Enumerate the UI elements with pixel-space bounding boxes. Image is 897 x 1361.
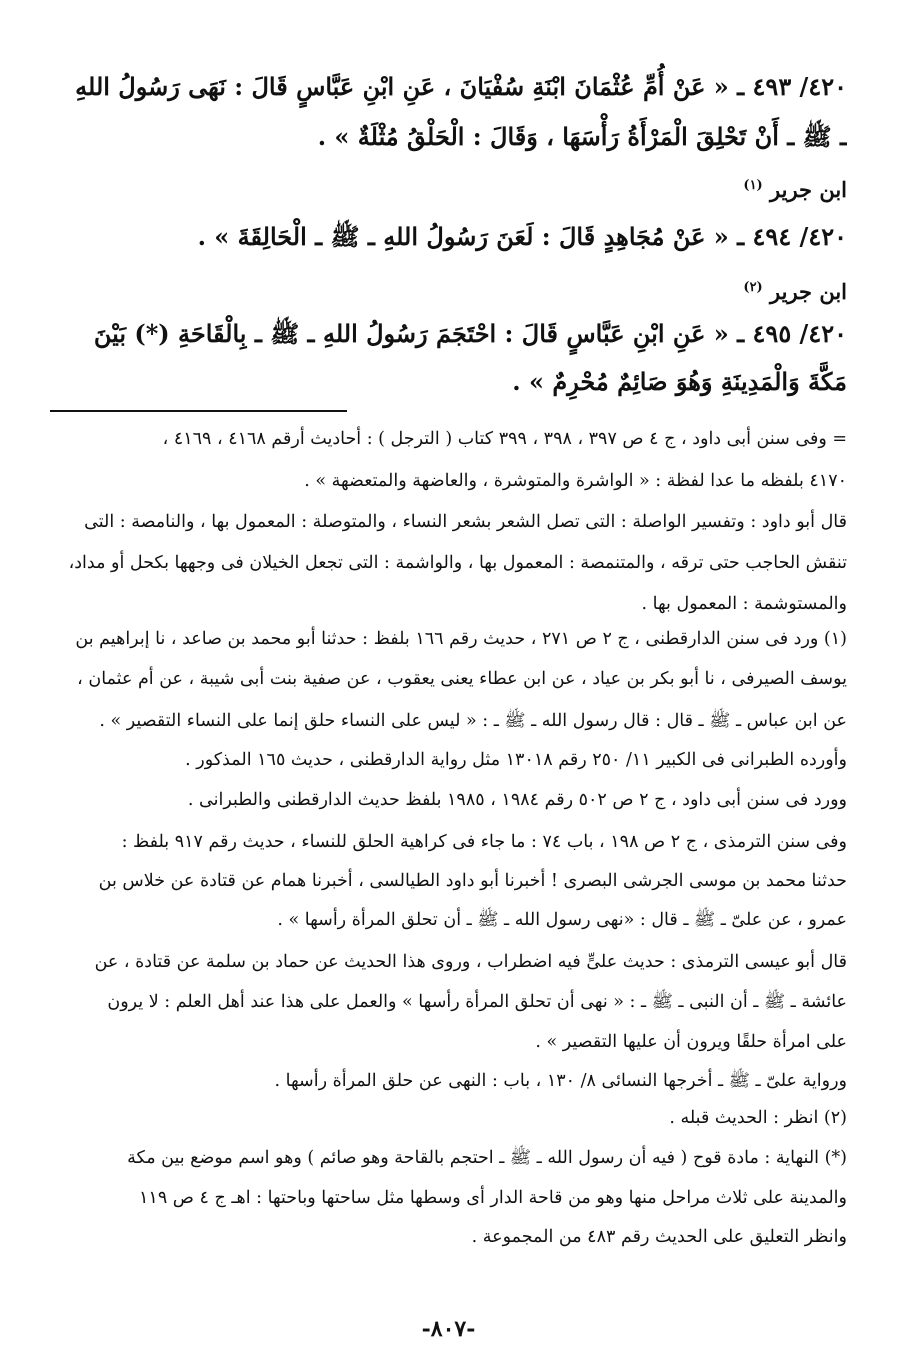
- footnote-line: عمرو ، عن علىّ ـ ﷺ ـ قال : «نهى رسول الله ـ ﷺ ـ أن تحلق المرأة رأسها » .: [277, 910, 847, 930]
- footnote-line: والمستوشمة : المعمول بها .: [641, 594, 847, 614]
- hadith-493-source: [50, 164, 847, 212]
- footnote-line: حدثنا محمد بن موسى الجرشى البصرى ! أخبرنا أبو داود الطيالسى ، أخبرنا همام عن قتادة عن خلاس بن: [98, 871, 847, 891]
- footnote-line: (٢) انظر : الحديث قبله .: [669, 1108, 847, 1128]
- footnote-separator: [50, 410, 347, 412]
- footnote-line: (*) النهاية : مادة قوح ( فيه أن رسول الله ـ ﷺ ـ احتجم بالقاحة وهو صائم ) وهو اسم موضع بين مكة: [127, 1148, 847, 1168]
- footnote-ref-2: (٢): [743, 280, 763, 295]
- hadith-495-line-1: ٤٢٠/ ٤٩٥ ـ « عَنِ ابْنِ عَبَّاسٍ قَالَ : احْتَجَمَ رَسُولُ اللهِ ـ ﷺ ـ بِالْقَاحَةِ (*) بَيْنَ: [93, 319, 847, 348]
- source-text: ابن جرير: [770, 177, 847, 202]
- footnote-line: قال أبو عيسى الترمذى : حديث علىٍّ فيه اضطراب ، وروى هذا الحديث عن حماد بن سلمة عن قتادة ، عن: [94, 952, 847, 972]
- footnote-line: ٤١٧٠ بلفظه ما عدا لفظة : « الواشرة والمتوشرة ، والعاضهة والمتعضهة » .: [304, 471, 847, 491]
- footnote-line: على امرأة حلقًا ويرون أن عليها التقصير » .: [535, 1032, 847, 1052]
- source-text: ابن جرير: [770, 279, 847, 304]
- hadith-493-line-2: ـ ﷺ ـ أَنْ تَحْلِقَ الْمَرْأَةُ رَأْسَهَا ، وَقَالَ : الْحَلْقُ مُثْلَةٌ » .: [317, 122, 847, 151]
- hadith-495-line-2: مَكَّةَ وَالْمَدِينَةِ وَهُوَ صَائِمٌ مُحْرِمٌ » .: [512, 367, 847, 396]
- footnote-line: تنقش الحاجب حتى ترقه ، والمتنمصة : المعمول بها ، والواشمة : التى تجعل الخيلان فى وجهها بكحل أو مداد،: [68, 553, 847, 573]
- footnote-line: عن ابن عباس ـ ﷺ ـ قال : قال رسول الله ـ ﷺ ـ : « ليس على النساء حلق إنما على النساء التقصير » .: [99, 711, 847, 731]
- footnote-line: وأورده الطبرانى فى الكبير ١١/ ٢٥٠ رقم ١٣٠١٨ مثل رواية الدارقطنى ، حديث ١٦٥ المذكور .: [185, 750, 847, 770]
- footnote-line: قال أبو داود : وتفسير الواصلة : التى تصل الشعر بشعر النساء ، والمتوصلة : المعمول بها ، والنامصة : التى: [84, 512, 847, 532]
- footnote-line: وفى سنن الترمذى ، ج ٢ ص ١٩٨ ، باب ٧٤ : ما جاء فى كراهية الحلق للنساء ، حديث رقم ٩١٧ بلفظ :: [121, 832, 847, 852]
- footnote-line: وانظر التعليق على الحديث رقم ٤٨٣ من المجموعة .: [471, 1227, 847, 1247]
- footnote-line: والمدينة على ثلاث مراحل منها وهو من قاحة الدار أى وسطها مثل ساحتها وباحتها : اهـ ج ٤ ص ١١٩: [139, 1188, 847, 1208]
- footnote-ref-1: (١): [743, 178, 763, 193]
- hadith-494-source: [50, 266, 847, 314]
- hadith-494-line-1: ٤٢٠/ ٤٩٤ ـ « عَنْ مُجَاهِدٍ قَالَ : لَعَنَ رَسُولُ اللهِ ـ ﷺ ـ الْحَالِقَةَ » .: [197, 222, 847, 251]
- footnote-line: = وفى سنن أبى داود ، ج ٤ ص ٣٩٧ ، ٣٩٨ ، ٣٩٩ كتاب ( الترجل ) : أحاديث أرقم ٤١٦٨ ، ٤١٦٩ ،: [162, 429, 847, 449]
- footnote-line: وورد فى سنن أبى داود ، ج ٢ ص ٥٠٢ رقم ١٩٨٤ ، ١٩٨٥ بلفظ حديث الدارقطنى والطبرانى .: [187, 790, 847, 810]
- hadith-493-line-1: ٤٢٠/ ٤٩٣ ـ « عَنْ أُمِّ عُثْمَانَ ابْنَةِ سُفْيَانَ ، عَنِ ابْنِ عَبَّاسٍ قَالَ : نَهَى رَسُولُ اللهِ: [75, 72, 847, 101]
- footnote-line: يوسف الصيرفى ، نا أبو بكر بن عياد ، عن ابن عطاء يعنى يعقوب ، عن صفية بنت أبى شيبة ، عن أم عثمان ،: [77, 669, 847, 689]
- footnote-line: ورواية علىّ ـ ﷺ ـ أخرجها النسائى ٨/ ١٣٠ ، باب : النهى عن حلق المرأة رأسها .: [274, 1071, 847, 1091]
- footnote-line: عائشة ـ ﷺ ـ أن النبى ـ ﷺ ـ : « نهى أن تحلق المرأة رأسها » والعمل على هذا عند أهل العلم : لا يرون: [107, 992, 847, 1012]
- footnote-line: (١) ورد فى سنن الدارقطنى ، ج ٢ ص ٢٧١ ، حديث رقم ١٦٦ بلفظ : حدثنا أبو محمد بن صاعد ، نا إبراهيم بن: [75, 629, 847, 649]
- page-number: -٨٠٧-: [421, 1316, 476, 1342]
